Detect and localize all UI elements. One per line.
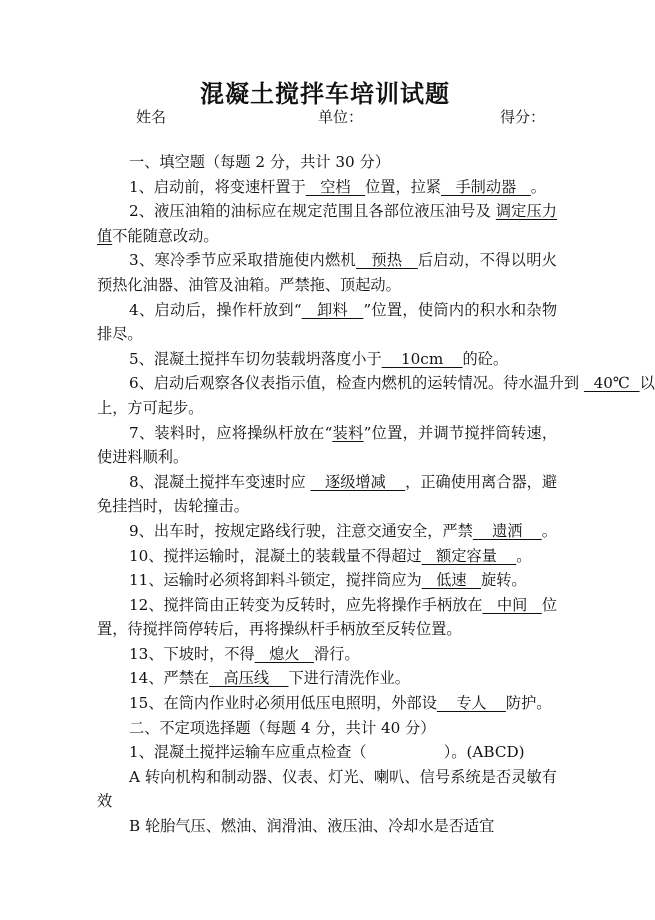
- answer-blank: 预热: [355, 251, 418, 270]
- question-3: 3、寒冷季节应采取措施使内燃机 预热 后启动，不得以明火预热化油器、油管及油箱。严禁拖、顶起动。: [97, 251, 557, 294]
- answer-blank: 装料: [332, 423, 364, 442]
- option-b: B 轮胎气压、燃油、润滑油、液压油、冷却水是否适宜: [129, 817, 495, 836]
- answer-blank: 遗洒: [472, 521, 542, 540]
- question-15: 15、在筒内作业时必须用低压电照明，外部设 专人 防护。: [129, 694, 552, 713]
- question-2: 2、液压油箱的油标应在规定范围且各部位液压油号及 调定压力值不能随意改动。: [97, 202, 557, 245]
- answer-blank: 空档: [305, 177, 366, 196]
- header-info-row: [0, 106, 650, 126]
- question-6: 6、启动后观察各仪表指示值，检查内燃机的运转情况。待水温升到 40℃ 以上，方可起步。: [97, 374, 655, 417]
- question-8: 8、混凝土搅拌车变速时应 逐级增减 ，正确使用离合器，避免挂挡时，齿轮撞击。: [97, 472, 558, 516]
- question-7: 7、装料时，应将操纵杆放在“装料”位置，并调节搅拌筒转速，使进料顺利。: [97, 423, 558, 467]
- answer-blank: 10cm: [381, 349, 463, 368]
- answer-blank: 熄火: [254, 644, 314, 663]
- name-label: 姓名: [136, 108, 167, 126]
- unit-label: 单位：: [318, 108, 364, 126]
- question-9: 9、出车时，按规定路线行驶，注意交通安全，严禁 遗洒 。: [129, 521, 557, 540]
- answer-blank: 调定压力值: [97, 202, 557, 245]
- answer-blank: 低速: [421, 571, 482, 590]
- question-4: 4、启动后，操作杆放到“ 卸料 ”位置，使筒内的积水和杂物排尽。: [97, 300, 558, 344]
- answer-blank: 专人: [436, 694, 506, 713]
- answer-blank: 高压线: [209, 669, 289, 688]
- answer-blank: 中间: [482, 595, 542, 614]
- option-a: A 转向机构和制动器、仪表、灯光、喇叭、信号系统是否灵敏有效: [97, 767, 557, 811]
- question-13: 13、下坡时，不得 熄火 滑行。: [129, 644, 360, 663]
- answer-blank: 逐级增减: [310, 472, 406, 491]
- score-label: 得分：: [500, 108, 546, 126]
- section1-heading: 一、填空题（每题 2 分，共计 30 分）: [129, 153, 390, 171]
- exam-title: 混凝土搅拌车培训试题: [200, 79, 450, 108]
- choice-question-1: 1、混凝土搅拌运输车应重点检查（ ）。(ABCD): [129, 743, 525, 762]
- question-5: 5、混凝土搅拌车切勿装载坍落度小于 10cm 的砼。: [129, 349, 509, 368]
- question-12: 12、搅拌筒由正转变为反转时，应先将操作手柄放在 中间 位置，待搅拌筒停转后，再将操纵杆手柄放至反转位置。: [97, 595, 558, 639]
- answer-blank: 卸料: [301, 300, 364, 319]
- answer-blank: 额定容量: [421, 546, 517, 565]
- answer-blank: 手制动器: [441, 177, 531, 196]
- question-10: 10、搅拌运输时，混凝土的装载量不得超过 额定容量 。: [129, 546, 532, 565]
- question-1: 1、启动前，将变速杆置于 空档 位置，拉紧 手制动器 。: [129, 177, 546, 196]
- question-11: 11、运输时必须将卸料斗锁定，搅拌筒应为 低速 旋转。: [129, 571, 527, 590]
- answer-blank: 40℃: [583, 374, 640, 393]
- section2-heading: 二、不定项选择题（每题 4 分，共计 40 分）: [129, 718, 436, 737]
- exam-content: [97, 150, 655, 839]
- question-14: 14、严禁在 高压线 下进行清洗作业。: [129, 669, 410, 688]
